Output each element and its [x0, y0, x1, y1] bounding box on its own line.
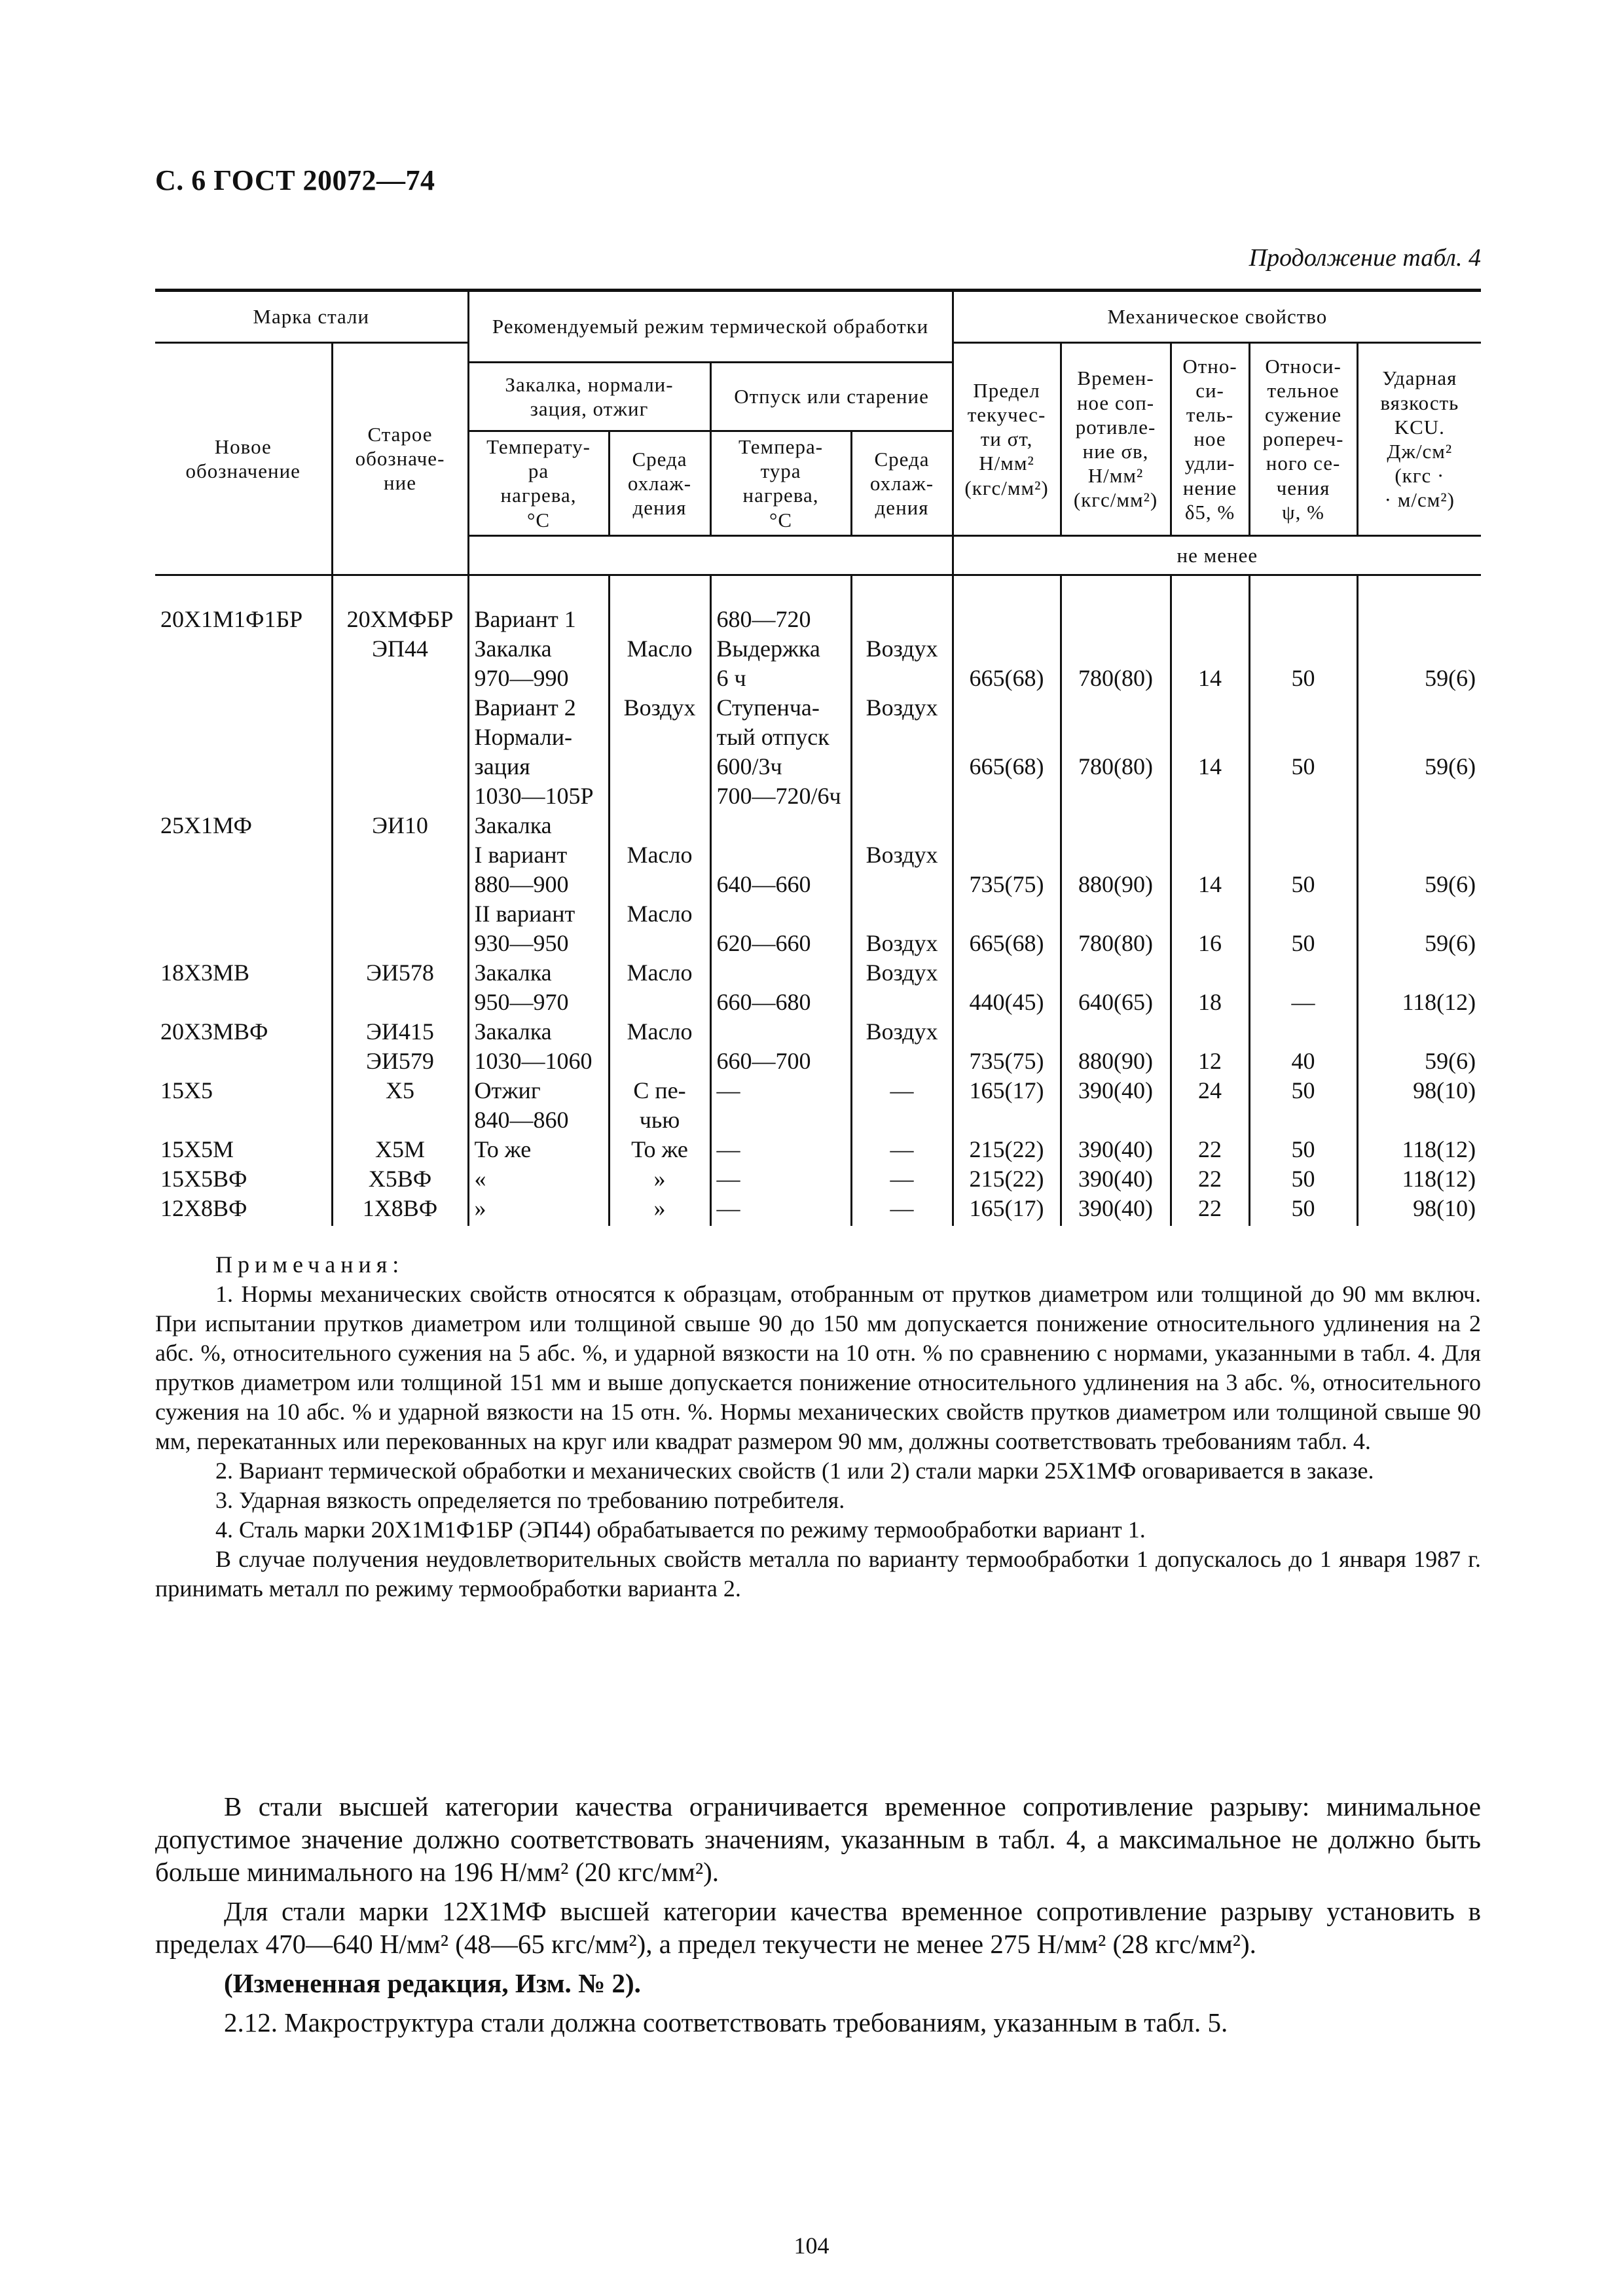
header-regime: Рекомендуемый режим термической обработки [468, 291, 953, 363]
header-old-designation [332, 343, 468, 575]
header-impact: Ударная вязкость KCU. Дж/см² (кгс · · м/см²) [1357, 343, 1481, 536]
header-medium-1: Среда охлаж- дения [609, 431, 710, 536]
note-1: 1. Нормы механических свойств относятся к образцам, отобранным от прутков диаметром или толщиной до 90 мм включ. При испытании прутков диаметром или толщиной свыше 90 до 150 мм допускается понижение относительного удлинения на 2 абс. %, относительного сужения на 5 абс. %, и ударной вязкости на 10 отн. % по сравнению с нормами, указанными в табл. 4. Для прутков диаметром или толщиной 151 мм и выше допускается понижение относительного удлинения на 3 абс. %, относительного сужения на 10 абс. % и ударной вязкости на 15 отн. %. Нормы механических свойств прутков диаметром или толщиной свыше 90 мм, перекатанных или перекованных на круг или квадрат размером 90 мм, должны соответствовать требованиям табл. 4. [155, 1281, 1481, 1454]
col-elongation: 14 14 14 16 18 12 24 22 22 22 [1171, 575, 1249, 1226]
col-reduction: 50 50 50 50 — 40 50 50 50 50 [1249, 575, 1357, 1226]
paragraph-strength-limit: В стали высшей категории качества ограничивается временное сопротивление разрыву: минимальное допустимое значение должно соответствовать значениям, указанным в табл. 4, а максимальное не должно быть больше минимального на 196 Н/мм² (20 кгс/мм²). [155, 1791, 1481, 1887]
header-medium-2: Среда охлаж- дения [851, 431, 953, 536]
paragraph-2-12: 2.12. Макроструктура стали должна соответствовать требованиям, указанным в табл. 5. [224, 2007, 1228, 2037]
note-3: 3. Ударная вязкость определяется по требованию потребителя. [215, 1487, 845, 1513]
header-yield: Предел текучес- ти σт, Н/мм² (кгс/мм²) [953, 343, 1061, 536]
header-grade: Марка стали [155, 291, 468, 343]
notes-heading: Примечания: [215, 1251, 405, 1278]
properties-table [155, 289, 1481, 1226]
header-temper: Отпуск или старение [710, 363, 953, 431]
header-quench: Закалка, нормали- зация, отжиг [468, 363, 710, 431]
col-temper-medium: Воздух Воздух Воздух Воздух Воздух Воздух — — — — [851, 575, 953, 1226]
body-text [155, 1790, 1481, 2045]
header-mechanical: Механическое свойство [953, 291, 1481, 343]
note-2: 2. Вариант термической обработки и механических свойств (1 или 2) стали марки 25Х1МФ оговаривается в заказе. [215, 1458, 1374, 1484]
note-4: 4. Сталь марки 20Х1М1Ф1БР (ЭП44) обрабатывается по режиму термообработки вариант 1. [215, 1516, 1146, 1543]
col-impact: 59(6) 59(6) 59(6) 59(6) 118(12) 59(6) 98(10) 118(12) 118(12) 98(10) [1357, 575, 1481, 1226]
page-header: С. 6 ГОСТ 20072—74 [155, 164, 435, 196]
header-spacer [468, 535, 953, 575]
col-yield: 665(68) 665(68) 735(75) 665(68) 440(45) 735(75) 165(17) 215(22) 215(22) 165(17) [953, 575, 1061, 1226]
amendment-note: (Измененная редакция, Изм. № 2). [224, 1968, 641, 1998]
paragraph-12x1mf: Для стали марки 12Х1МФ высшей категории качества временное сопротивление разрыву установить в пределах 470—640 Н/мм² (48—65 кгс/мм²), а предел текучести не менее 275 Н/мм² (28 кгс/мм²). [155, 1896, 1481, 1959]
header-elongation: Отно- си- тель- ное удли- нение δ5, % [1171, 343, 1249, 536]
note-5: В случае получения неудовлетворительных свойств металла по варианту термообработки 1 допускалось до 1 января 1987 г. принимать металл по режиму термообработки варианта 2. [155, 1546, 1481, 1602]
header-tensile: Времен- ное соп- ротивле- ние σв, Н/мм² (кгс/мм²) [1061, 343, 1171, 536]
header-min-note: не менее [953, 535, 1481, 575]
table-caption: Продолжение табл. 4 [1249, 244, 1481, 272]
col-old-designation: 20ХМФБР ЭП44 ЭИ10 ЭИ578 ЭИ415 ЭИ579 Х5 Х5М Х5ВФ 1Х8ВФ [332, 575, 468, 1226]
col-tensile: 780(80) 780(80) 880(90) 780(80) 640(65) 880(90) 390(40) 390(40) 390(40) 390(40) [1061, 575, 1171, 1226]
col-temper-temp: 680—720 Выдержка 6 ч Ступенча- тый отпуск 600/3ч 700—720/6ч 640—660 620—660 660—680 660—700 — — — — [710, 575, 851, 1226]
col-quench-medium: Масло Воздух Масло Масло Масло Масло С пе- чью То же » » [609, 575, 710, 1226]
page-number: 104 [793, 2233, 830, 2259]
header-reduction: Относи- тельное сужение poпереч- ного се- чения ψ, % [1249, 343, 1357, 536]
header-new-designation: Новое обозначение [155, 343, 332, 575]
header-temp-1: Температу- ра нагрева, °С [468, 431, 609, 536]
col-quench-temp: Вариант 1 Закалка 970—990 Вариант 2 Нормали- зация 1030—105Р Закалка I вариант 880—900 II вариант 930—950 Закалка 950—970 Закалка 1030—1060 Отжиг 840—860 То же « » [468, 575, 609, 1226]
header-temp-2: Темпера- тура нагрева, °С [710, 431, 851, 536]
header-old-designation-text: Старое обозначе- ние [355, 423, 445, 495]
col-new-designation: 20Х1М1Ф1БР 25Х1МФ 18Х3МВ 20Х3МВФ 15Х5 15Х5М 15Х5ВФ 12Х8ВФ [155, 575, 332, 1226]
table-notes [155, 1250, 1481, 1604]
